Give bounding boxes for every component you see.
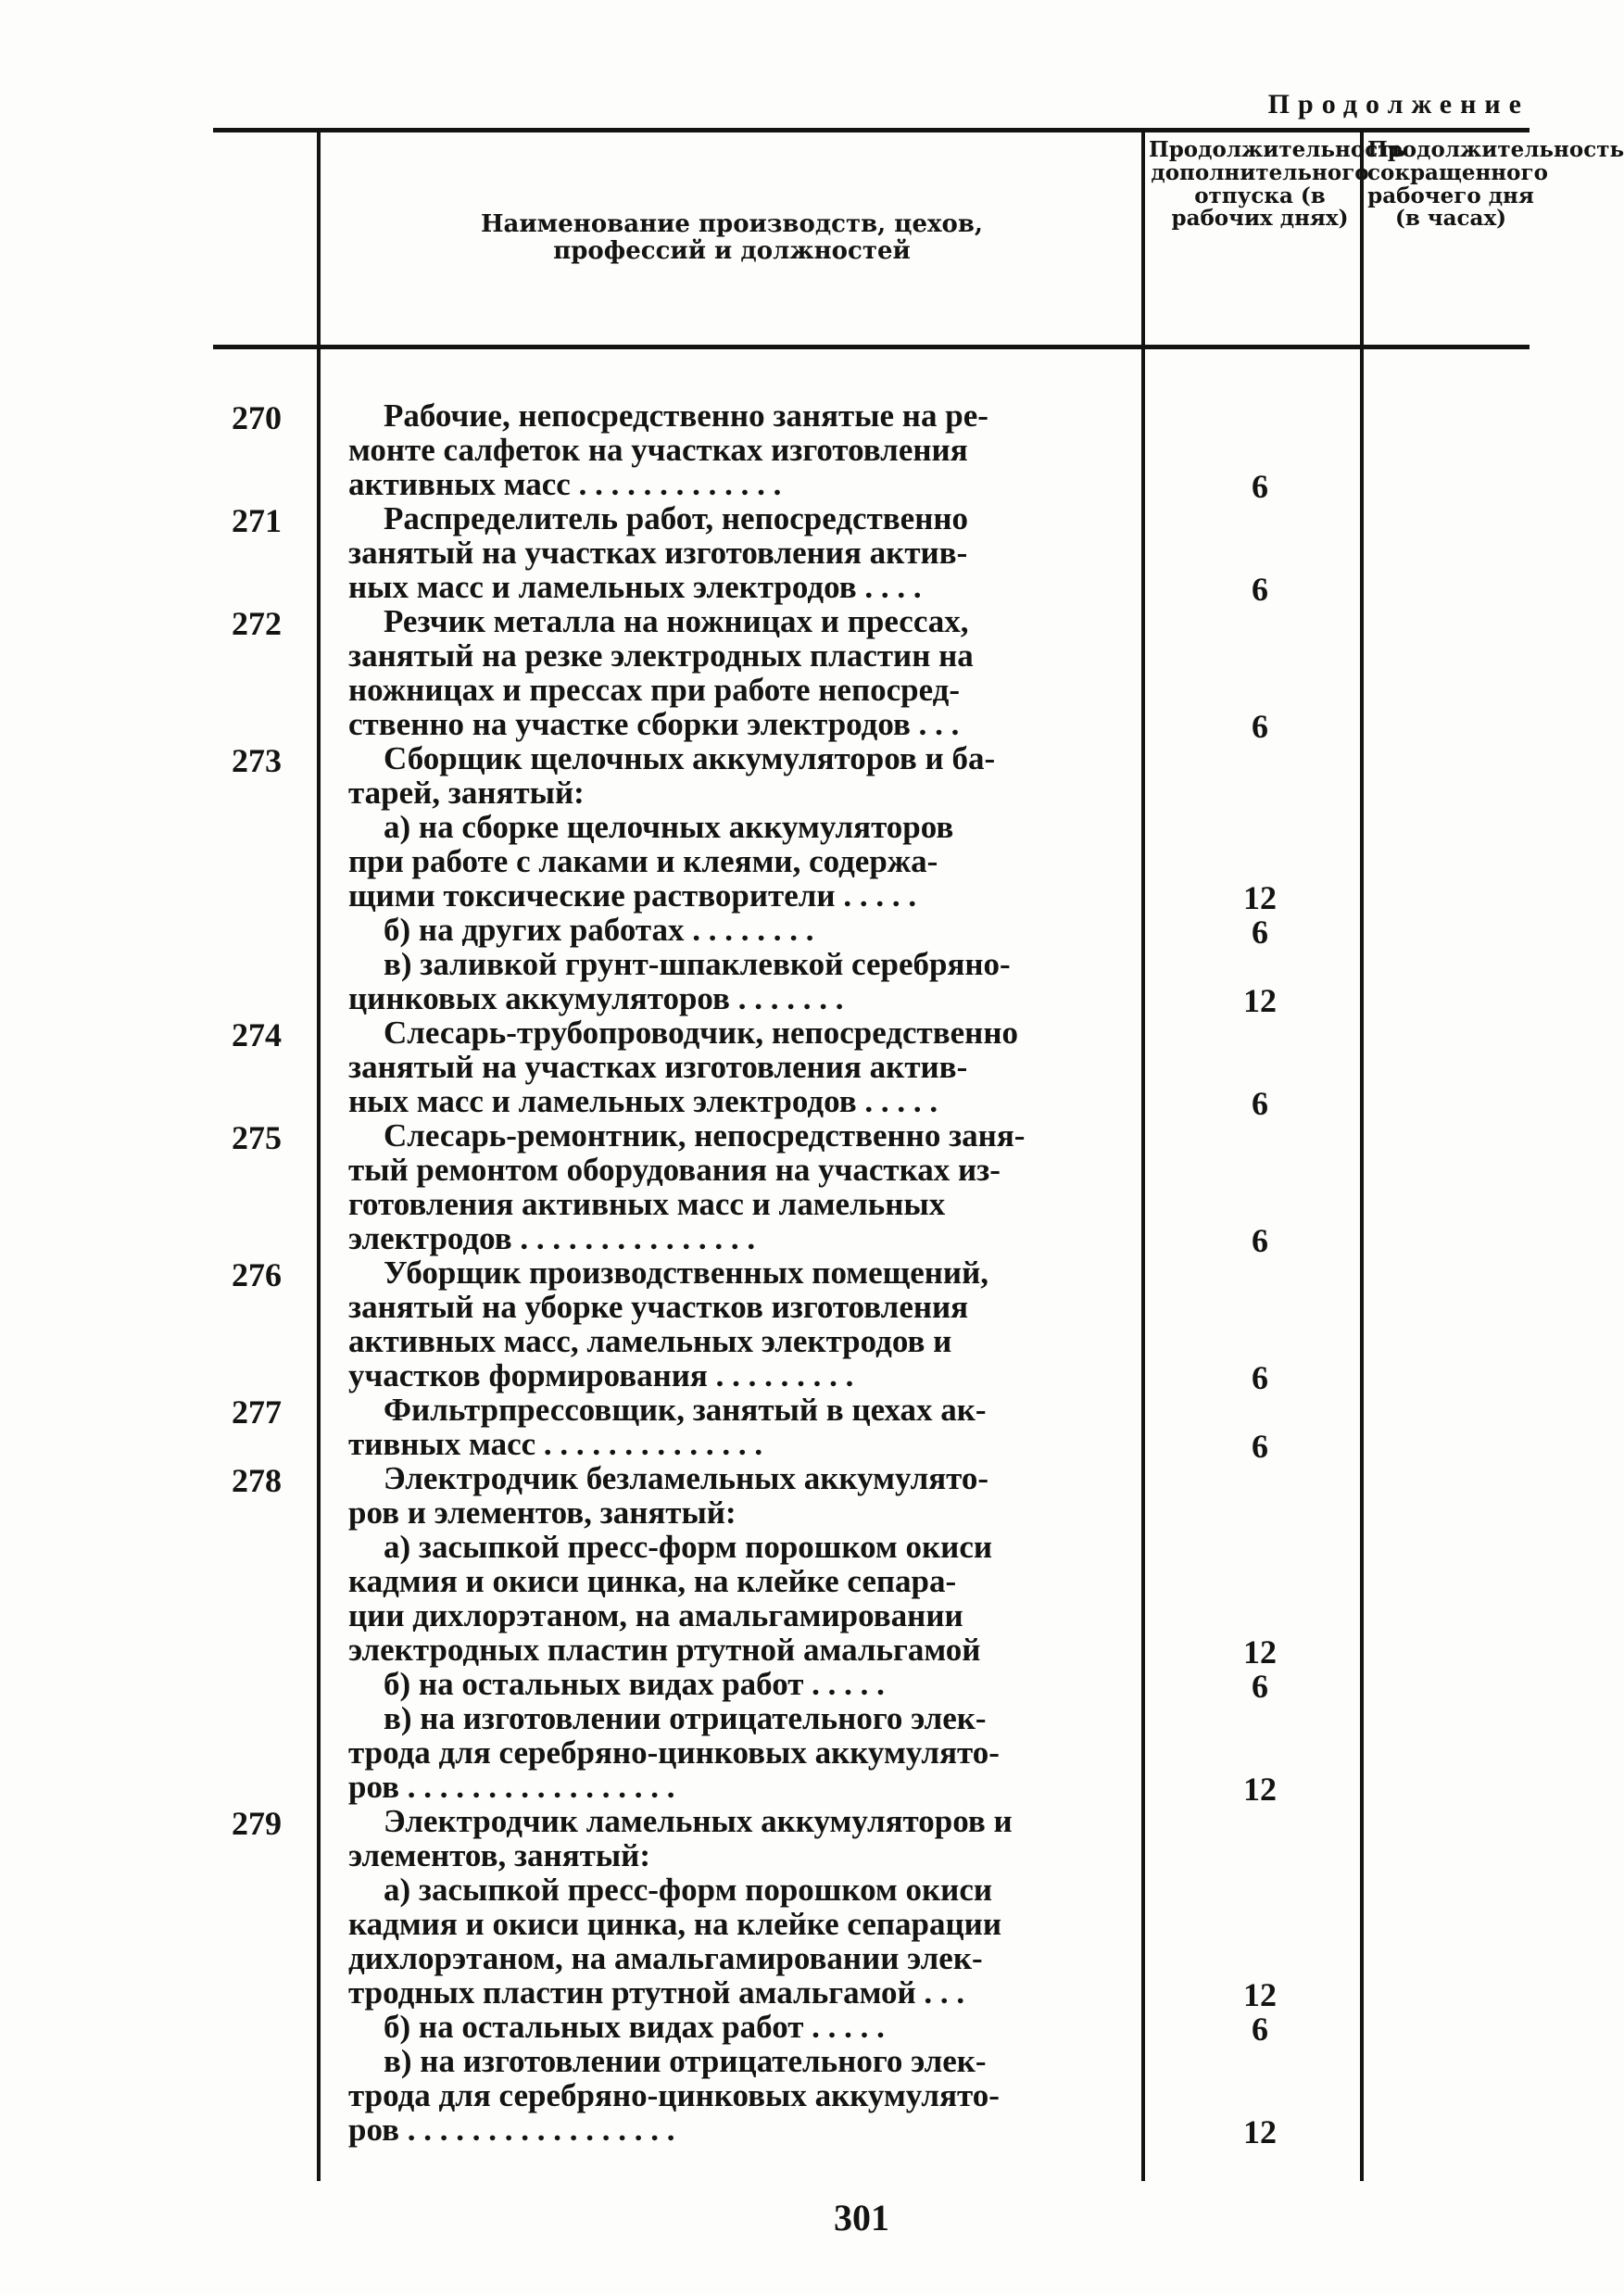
additional-leave-days: 6 — [1252, 1085, 1268, 1122]
row-number: 278 — [232, 1462, 282, 1499]
page-number: 301 — [834, 2197, 889, 2238]
table-row — [0, 397, 1555, 505]
description-line: монте салфеток на участках изготовления — [348, 432, 968, 468]
table-row — [0, 740, 1555, 1019]
description-line: ных масс и ламельных электродов . . . . . — [348, 1083, 938, 1119]
description-line: ров . . . . . . . . . . . . . . . . . — [348, 2112, 675, 2148]
row-description — [348, 1015, 1127, 1118]
description-line: элементов, занятый: — [348, 1837, 650, 1873]
description-line: б) на остальных видах работ . . . . . — [384, 1666, 885, 1702]
description-line: в) на изготовлении отрицательного элек- — [384, 2043, 987, 2079]
additional-leave-days: 12 — [1243, 2113, 1277, 2150]
row-description — [348, 1461, 1127, 1804]
row-description — [348, 1118, 1127, 1255]
description-line: Распределитель работ, непосредственно — [384, 500, 969, 536]
description-line: ров и элементов, занятый: — [348, 1494, 736, 1531]
description-line: активных масс, ламельных электродов и — [348, 1323, 952, 1359]
row-number: 271 — [232, 502, 282, 539]
description-line: а) засыпкой пресс-форм порошком окиси — [384, 1529, 993, 1565]
row-number: 274 — [232, 1016, 282, 1053]
column-header-name: Наименование производств, цехов, профессий и должностей — [480, 210, 983, 265]
description-line: кадмия и окиси цинка, на клейке сепарации — [348, 1906, 1001, 1942]
additional-leave-days: 6 — [1252, 1222, 1268, 1259]
description-line: ции дихлорэтаном, на амальгамировании — [348, 1597, 963, 1633]
table-top-rule — [213, 128, 1530, 132]
additional-leave-days: 12 — [1243, 1633, 1277, 1671]
description-line: трода для серебряно-цинковых аккумулято- — [348, 2077, 1000, 2113]
additional-leave-days: 12 — [1243, 982, 1277, 1019]
row-description — [348, 398, 1127, 501]
row-number: 272 — [232, 605, 282, 642]
table-row — [0, 1392, 1555, 1465]
description-line: Рабочие, непосредственно занятые на ре- — [384, 397, 988, 434]
table-row — [0, 1117, 1555, 1259]
description-line: в) заливкой грунт-шпаклевкой серебряно- — [384, 946, 1011, 982]
description-line: Резчик металла на ножницах и прессах, — [384, 603, 969, 639]
column-header-shortened-day: Продолжительность сокращенного рабочего дня (в часах) — [1367, 137, 1624, 232]
additional-leave-days: 12 — [1243, 1771, 1277, 1808]
description-line: занятый на участках изготовления актив- — [348, 1049, 968, 1085]
description-line: Слесарь-ремонтник, непосредственно заня- — [384, 1117, 1026, 1154]
description-line: дихлорэтаном, на амальгамировании элек- — [348, 1940, 983, 1976]
row-description — [348, 1393, 1127, 1461]
column-header-additional-leave: Продолжительность дополнительного отпуска (в рабочих днях) — [1149, 137, 1406, 232]
description-line: б) на остальных видах работ . . . . . — [384, 2009, 885, 2045]
additional-leave-days: 6 — [1252, 1668, 1268, 1705]
description-line: а) засыпкой пресс-форм порошком окиси — [384, 1872, 993, 1908]
table-row — [0, 603, 1555, 745]
description-line: ных масс и ламельных электродов . . . . — [348, 569, 922, 605]
table-body — [0, 397, 1555, 2150]
description-line: Сборщик щелочных аккумуляторов и ба- — [384, 740, 996, 776]
description-line: Электродчик ламельных аккумуляторов и — [384, 1803, 1013, 1839]
description-line: Электродчик безламельных аккумулято- — [384, 1460, 989, 1496]
description-line: готовления активных масс и ламельных — [348, 1186, 946, 1222]
description-line: Слесарь-трубопроводчик, непосредственно — [384, 1015, 1018, 1051]
row-number: 270 — [232, 399, 282, 436]
row-description — [348, 501, 1127, 604]
row-number: 277 — [232, 1393, 282, 1431]
description-line: тивных масс . . . . . . . . . . . . . . — [348, 1426, 763, 1462]
description-line: занятый на участках изготовления актив- — [348, 535, 968, 571]
table-row — [0, 1803, 1555, 2150]
description-line: занятый на уборке участков изготовления — [348, 1289, 969, 1325]
description-line: цинковых аккумуляторов . . . . . . . — [348, 980, 844, 1016]
row-number: 273 — [232, 742, 282, 779]
description-line: занятый на резке электродных пластин на — [348, 637, 974, 674]
row-description — [348, 1255, 1127, 1393]
description-line: при работе с лаками и клеями, содержа- — [348, 843, 938, 879]
additional-leave-days: 6 — [1252, 1359, 1268, 1396]
continuation-label: Продолжение — [1267, 89, 1530, 120]
description-line: щими токсические растворители . . . . . — [348, 877, 917, 914]
table-row — [0, 1015, 1555, 1122]
row-number: 279 — [232, 1805, 282, 1842]
table-row — [0, 500, 1555, 608]
additional-leave-days: 6 — [1252, 571, 1268, 608]
additional-leave-days: 12 — [1243, 879, 1277, 916]
row-number: 275 — [232, 1119, 282, 1156]
description-line: б) на других работах . . . . . . . . — [384, 912, 814, 948]
additional-leave-days: 12 — [1243, 1976, 1277, 2013]
description-line: в) на изготовлении отрицательного элек- — [384, 1700, 987, 1736]
additional-leave-days: 6 — [1252, 1428, 1268, 1465]
description-line: активных масс . . . . . . . . . . . . . — [348, 466, 782, 502]
description-line: тродных пластин ртутной амальгамой . . . — [348, 1974, 965, 2011]
description-line: тарей, занятый: — [348, 775, 585, 811]
description-line: Уборщик производственных помещений, — [384, 1255, 988, 1291]
description-line: ственно на участке сборки электродов . . . — [348, 706, 960, 742]
description-line: а) на сборке щелочных аккумуляторов — [384, 809, 954, 845]
additional-leave-days: 6 — [1252, 914, 1268, 951]
row-description — [348, 1804, 1127, 2147]
description-line: Фильтрпрессовщик, занятый в цехах ак- — [384, 1392, 987, 1428]
description-line: ножницах и прессах при работе непосред- — [348, 672, 961, 708]
table-header-rule — [213, 345, 1530, 349]
description-line: кадмия и окиси цинка, на клейке сепара- — [348, 1563, 957, 1599]
description-line: ров . . . . . . . . . . . . . . . . . — [348, 1769, 675, 1805]
row-description — [348, 604, 1127, 741]
row-description — [348, 741, 1127, 1015]
description-line: электродных пластин ртутной амальгамой — [348, 1632, 981, 1668]
description-line: электродов . . . . . . . . . . . . . . . — [348, 1220, 756, 1256]
table-row — [0, 1255, 1555, 1396]
additional-leave-days: 6 — [1252, 468, 1268, 505]
description-line: тый ремонтом оборудования на участках из- — [348, 1152, 1001, 1188]
additional-leave-days: 6 — [1252, 708, 1268, 745]
row-number: 276 — [232, 1256, 282, 1293]
description-line: участков формирования . . . . . . . . . — [348, 1357, 854, 1393]
description-line: трода для серебряно-цинковых аккумулято- — [348, 1734, 1000, 1771]
additional-leave-days: 6 — [1252, 2011, 1268, 2048]
table-row — [0, 1460, 1555, 1808]
